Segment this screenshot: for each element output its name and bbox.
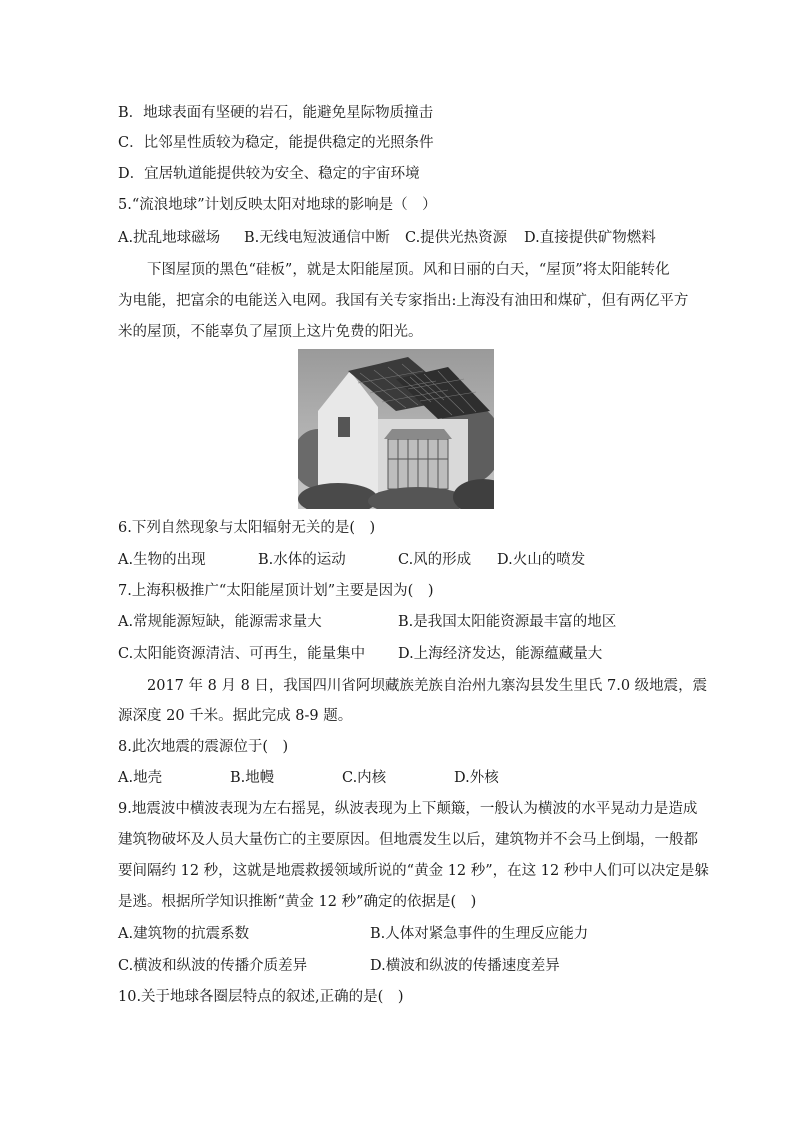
- q7-option-a: A.常规能源短缺，能源需求量大: [118, 614, 322, 630]
- q8-option-b: B.地幔: [230, 770, 275, 786]
- passage1-line-3: 米的屋顶，不能辜负了屋顶上这片免费的阳光。: [118, 324, 423, 340]
- q9-option-c: C.横波和纵波的传播介质差异: [118, 958, 308, 974]
- q8-stem: 8.此次地震的震源位于( ): [118, 739, 289, 755]
- solar-roof-house-photo: [298, 349, 494, 509]
- q5-option-d: D.直接提供矿物燃料: [524, 230, 656, 246]
- q9-option-a: A.建筑物的抗震系数: [118, 926, 250, 942]
- q5-option-c: C.提供光热资源: [405, 230, 508, 246]
- q10-stem: 10.关于地球各圈层特点的叙述,正确的是( ): [118, 989, 404, 1005]
- q5-stem: 5.“流浪地球”计划反映太阳对地球的影响是（ ）: [118, 197, 437, 213]
- q9-stem-line-2: 建筑物破坏及人员大量伤亡的主要原因。但地震发生以后，建筑物并不会马上倒塌，一般都: [118, 832, 698, 848]
- q7-stem: 7.上海积极推广“太阳能屋顶计划”主要是因为( ): [118, 583, 434, 599]
- q9-option-b: B.人体对紧急事件的生理反应能力: [370, 926, 589, 942]
- q7-option-c: C.太阳能资源清洁、可再生，能量集中: [118, 646, 366, 662]
- q4-option-c: C．比邻星性质较为稳定，能提供稳定的光照条件: [118, 135, 434, 151]
- q7-option-d: D.上海经济发达，能源蕴藏量大: [398, 646, 603, 662]
- q6-option-b: B.水体的运动: [258, 552, 346, 568]
- q4-option-b: B．地球表面有坚硬的岩石，能避免星际物质撞击: [118, 105, 434, 121]
- passage1-line-1: 下图屋顶的黑色“硅板”，就是太阳能屋顶。风和日丽的白天，“屋顶”将太阳能转化: [147, 262, 670, 278]
- q9-stem-line-1: 9.地震波中横波表现为左右摇晃，纵波表现为上下颠簸，一般认为横波的水平晃动力是造成: [118, 801, 698, 817]
- q6-stem: 6.下列自然现象与太阳辐射无关的是( ): [118, 520, 376, 536]
- q6-option-d: D.火山的喷发: [497, 552, 586, 568]
- q5-option-b: B.无线电短波通信中断: [244, 230, 390, 246]
- passage2-line-1: 2017 年 8 月 8 日，我国四川省阿坝藏族羌族自治州九寨沟县发生里氏 7.0 级地震，震: [147, 678, 708, 694]
- q9-option-d: D.横波和纵波的传播速度差异: [370, 958, 560, 974]
- q8-option-d: D.外核: [454, 770, 499, 786]
- q6-option-c: C.风的形成: [398, 552, 472, 568]
- passage1-line-2: 为电能，把富余的电能送入电网。我国有关专家指出:上海没有油田和煤矿，但有两亿平方: [118, 293, 689, 309]
- q7-option-b: B.是我国太阳能资源最丰富的地区: [398, 614, 617, 630]
- q8-option-a: A.地壳: [118, 770, 163, 786]
- passage2-line-2: 源深度 20 千米。据此完成 8-9 题。: [118, 708, 353, 724]
- q8-option-c: C.内核: [342, 770, 387, 786]
- q9-stem-line-3: 要间隔约 12 秒，这就是地震救援领域所说的“黄金 12 秒”，在这 12 秒中人们可以决定是躲: [118, 863, 709, 879]
- q5-option-a: A.扰乱地球磁场: [118, 230, 221, 246]
- q9-stem-line-4: 是逃。根据所学知识推断“黄金 12 秒”确定的依据是( ): [118, 894, 477, 910]
- q6-option-a: A.生物的出现: [118, 552, 206, 568]
- q4-option-d: D．宜居轨道能提供较为安全、稳定的宇宙环境: [118, 166, 420, 182]
